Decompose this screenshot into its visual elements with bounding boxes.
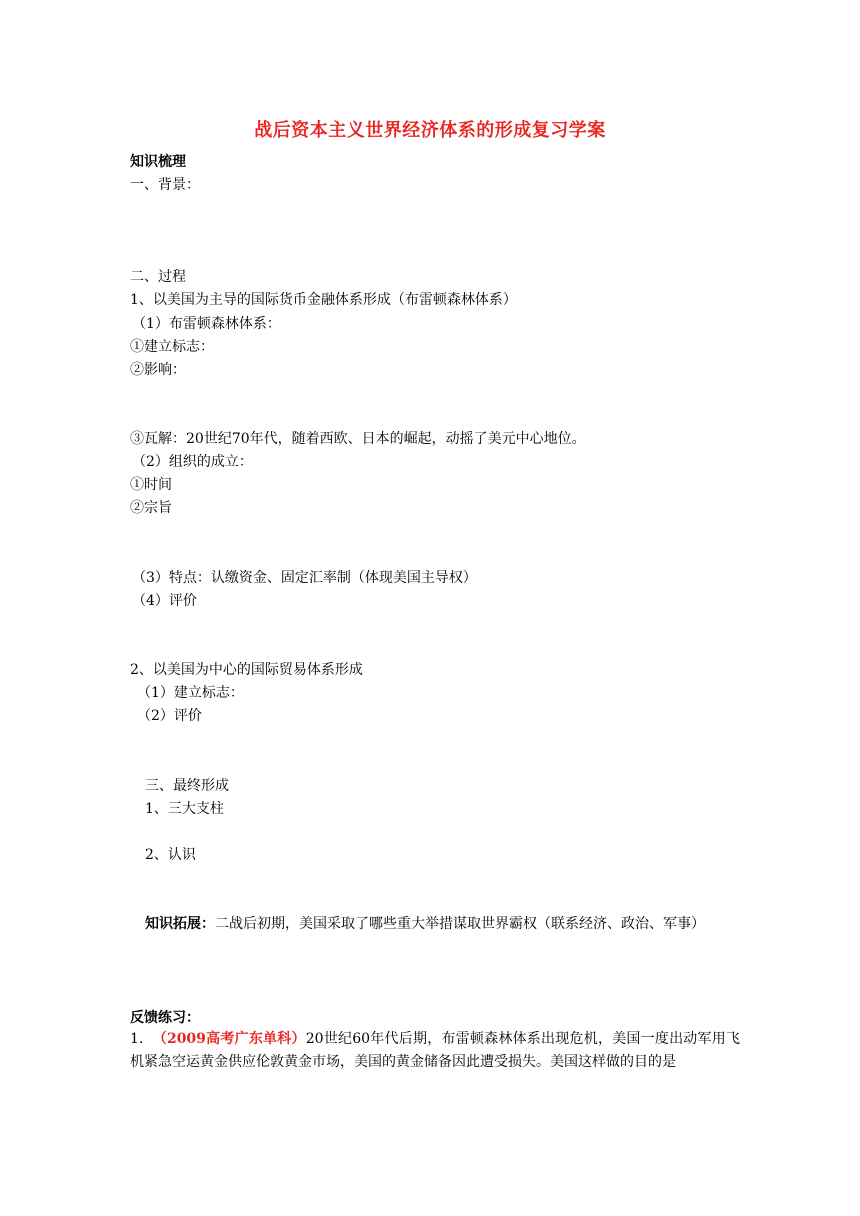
final-item-2: 2、认识 <box>145 847 196 863</box>
item-1-1: （1）布雷顿森林体系： <box>132 316 281 332</box>
knowledge-extension <box>145 914 705 934</box>
item-1-2-a: ①时间 <box>130 477 172 493</box>
item-1-3: （3）特点：认缴资金、固定汇率制（体现美国主导权） <box>132 570 477 586</box>
section-2-heading: 2、以美国为中心的国际贸易体系形成 <box>130 662 363 678</box>
item-1-2: （2）组织的成立： <box>132 454 253 470</box>
question-1 <box>130 1028 740 1074</box>
item-2-1: （1）建立标志： <box>137 685 244 701</box>
extension-text: 二战后初期，美国采取了哪些重大举措谋取世界霸权（联系经济、政治、军事） <box>215 916 705 932</box>
feedback-heading: 反馈练习： <box>130 1010 200 1026</box>
item-1-1-b: ②影响： <box>130 362 186 378</box>
question-text: 20世纪60年代后期，布雷顿森林体系出现危机，美国一度出动军用飞机紧急空运黄金供应伦敦黄金市场，美国的黄金储备因此遭受损失。美国这样做的目的是 <box>130 1031 740 1070</box>
item-2-2: （2）评价 <box>137 708 202 724</box>
item-1-2-b: ②宗旨 <box>130 500 172 516</box>
background-heading: 一、背景： <box>130 177 200 193</box>
item-1-4: （4）评价 <box>132 593 197 609</box>
final-heading: 三、最终形成 <box>145 778 229 794</box>
section-1-heading: 1、以美国为主导的国际货币金融体系形成（布雷顿森林体系） <box>130 292 517 308</box>
question-number: 1. <box>130 1031 144 1047</box>
extension-label: 知识拓展： <box>145 916 215 932</box>
knowledge-heading: 知识梳理 <box>130 154 186 170</box>
process-heading: 二、过程 <box>130 269 186 285</box>
question-source: （2009高考广东单科） <box>152 1031 306 1047</box>
document-title: 战后资本主义世界经济体系的形成复习学案 <box>254 120 606 141</box>
item-1-1-c: ③瓦解：20世纪70年代，随着西欧、日本的崛起，动摇了美元中心地位。 <box>130 431 586 447</box>
final-item-1: 1、三大支柱 <box>145 801 224 817</box>
item-1-1-a: ①建立标志： <box>130 339 214 355</box>
